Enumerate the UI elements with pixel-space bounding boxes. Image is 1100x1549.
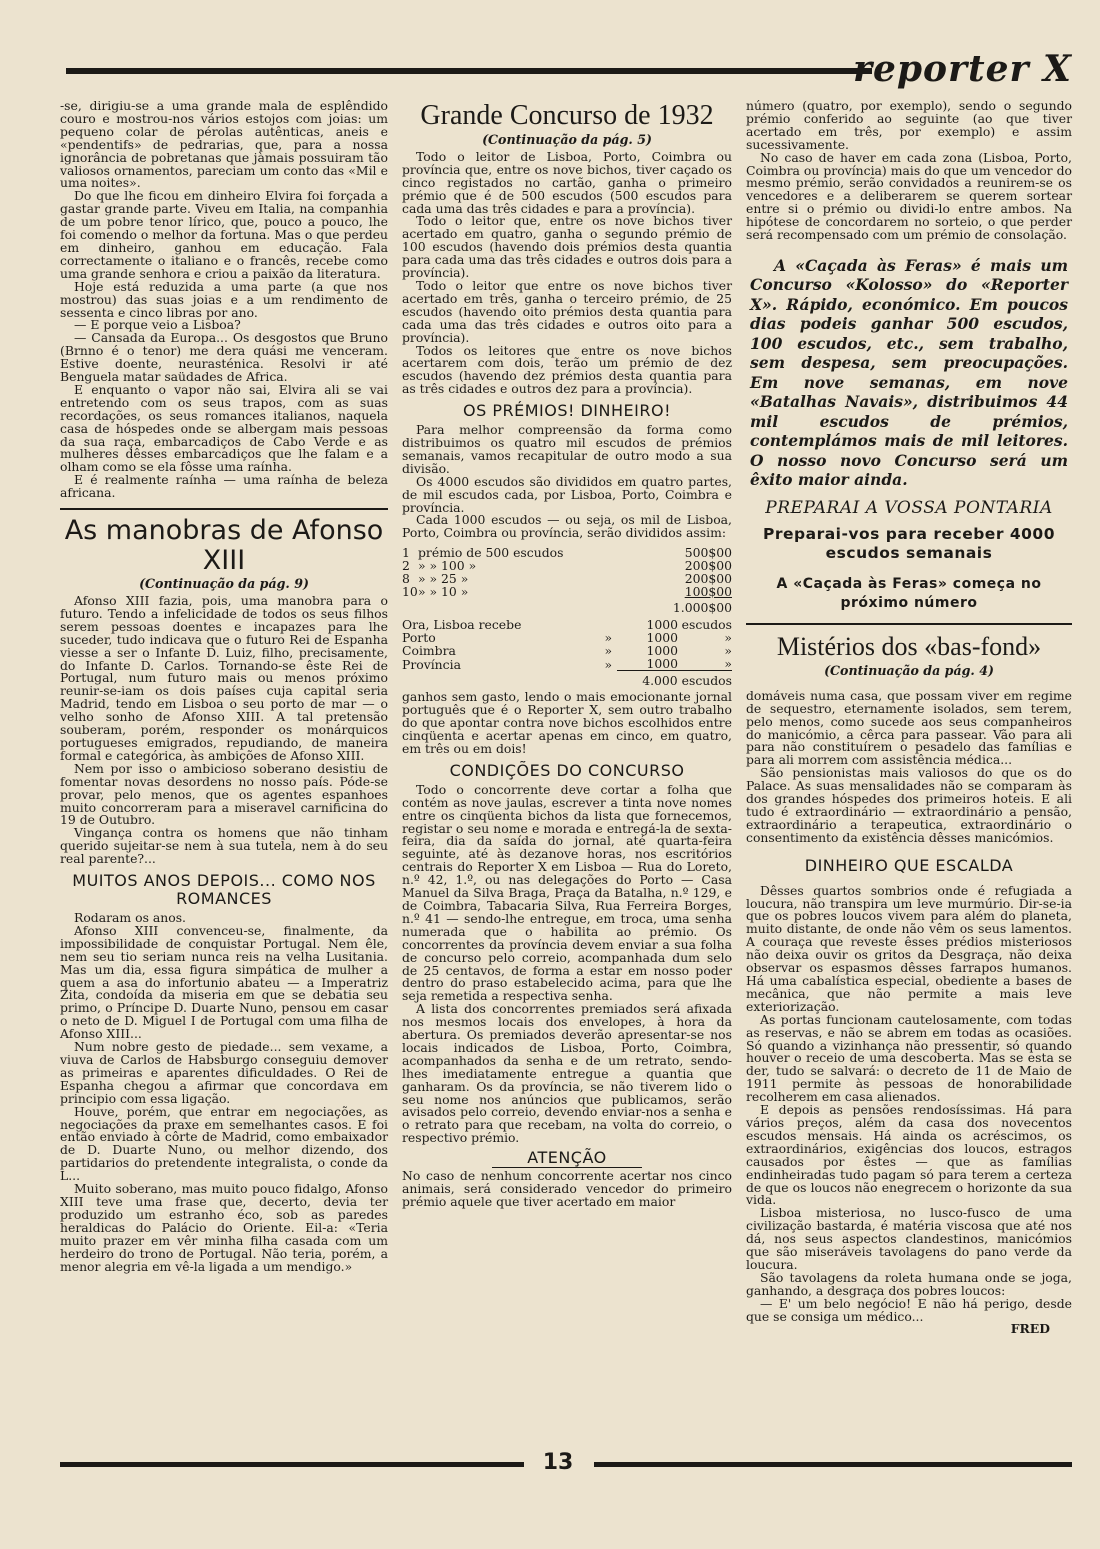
ditto-mark: »: [604, 643, 613, 659]
header-rule: [66, 68, 872, 74]
paragraph: E enquanto o vapor não sai, Elvira ali se vai entretendo com os seus trapos, com as suas recordações, os seus romances italianos, naquela casa de hóspedes onde se albergam mais pessoas da sua raça, embarcadiços de Cabo Verde e as mulheres dêsses embarcadiços que lhe falam e a olham como se ela fôsse uma raínha.: [60, 381, 388, 475]
city-total: 4.000 escudos: [642, 673, 732, 689]
ditto-mark: »: [604, 630, 613, 646]
promo-bold-heading: A «Caçada às Feras» começa no próximo número: [776, 575, 1042, 611]
page-number: 13: [542, 1450, 574, 1475]
paragraph: Afonso XIII fazia, pois, uma manobra para o futuro. Tendo a infelicidade de todos os seus filhos serem pessoas doentes e incapazes para lhe suceder, tudo indicava que o futuro Rei de Espanha viesse a ser o Infante D. Luiz, filho, precisamente, do Infante D. Carlos. Tornando-se êste Rei de Portugal, num futuro mais ou menos próximo reunir-se-iam os dois países cuja capital seria Madrid, tendo em Lisboa o seu porto de mar — o velho sonho de Afonso XIII. A tal pretensão souberam, porém, responder os monárquicos portugueses emigrados, repudiando, de maneira formal e categórica, às ambições de Afonso XIII.: [60, 593, 388, 763]
table-row: [402, 585, 732, 598]
paragraph: Para melhor compreensão da forma como distribuimos os quatro mil escudos de prémios semanais, vamos recapitular de outro modo a sua divisão.: [402, 422, 732, 476]
prize-count: 2: [402, 558, 410, 574]
paragraph: ganhos sem gasto, lendo o mais emocionante jornal português que é o Reporter X, sem outro trabalho do que apontar contra nove bichos escolhidos entre cinqüenta e acertar apenas em cinco, em quatro, em três ou em dois!: [402, 689, 732, 756]
paragraph: A lista dos concorrentes premiados será afixada nos mesmos locais dos envelopes, à hora da abertura. Os premiados deverão apresentar-se nos locais indicados de Lisboa, Porto, Coimbra, acompanhados da senha e de um retrato, sendo-lhes imediatamente entregue a quantia que ganharam. Os da província, se não tiverem lido o seu nome nos anúncios que publicamos, serão avisados pelo correio, devendo enviar-nos a senha e o retrato para que recebam, na volta do correio, o respectivo prémio.: [402, 1001, 732, 1146]
elvira-article: [60, 100, 388, 500]
paragraph: São tavolagens da roleta humana onde se joga, ganhando, a desgraça dos pobres loucos:: [746, 1269, 1072, 1298]
paragraph: Vingança contra os homens que não tinham querido sujeitar-se nem à sua tutela, nem à do seu real parente?...: [60, 825, 388, 867]
paragraph: — E porque veio a Lisboa?: [74, 317, 241, 333]
paragraph: número (quatro, por exemplo), sendo o segundo prémio conferido ao seguinte (ao que tiver acertado em três, por exemplo) e assim sucessivamente.: [746, 98, 1072, 152]
prize-count: 8: [402, 571, 410, 587]
city-unit: escudos: [681, 617, 732, 633]
contest-promo: [750, 256, 1068, 490]
city-unit: »: [678, 657, 732, 671]
city-table: [402, 618, 732, 687]
article-subtitle: (Continuação da pág. 5): [482, 132, 652, 147]
city-unit: »: [724, 630, 732, 646]
paragraph: Os 4000 escudos são divididos em quatro partes, de mil escudos cada, por Lisboa, Porto, Coimbra e província.: [402, 473, 732, 515]
paragraph: E depois as pensões rendosíssimas. Há para vários preços, além da casa dos novecentos escudos mensais. Há ainda os acréscimos, os extraordinários, exigências dos loucos, estragos causados por êstes — que as famílias endinheiradas tudo pagam só para terem a certeza de que os loucos não enegrecem o horizonte da sua vida.: [746, 1102, 1072, 1208]
paragraph: Muito soberano, mas muito pouco fidalgo, Afonso XIII teve uma frase que, decerto, devia ter produzido um estranho éco, sob as paredes heraldicas do Palácio do Oriente. Eil-a: «Teria muito prazer em vêr minha filha casada com um herdeiro do trono de Portugal. Não teria, porém, a menor alegria em vê-la ligada a um mendigo.»: [60, 1181, 388, 1274]
prize-count: 1: [402, 545, 410, 561]
paragraph: As portas funcionam cautelosamente, com todas as reservas, e não se abrem em todas as ocasiões. Só quando a vizinhança não pressentir, só quando houver o receio de uma descoberta. Mas se esta se der, tudo se salvará: o decreto de 11 de Maio de 1911 permite às pessoas de honorabilidade recolherem em casa alienados.: [746, 1011, 1072, 1105]
prize-amount: 500$00: [684, 545, 732, 561]
table-row: [402, 618, 732, 631]
paragraph: No caso de haver em cada zona (Lisboa, Porto, Coimbra ou província) mais do que um vencedor do mesmo prémio, serão convidados a reunirem-se os vencedores e a deliberarem se querem sortear entre si o prémio ou dividi-lo entre ambos. Na hipótese de concordarem no sorteio, o que perder será recompensado com um prémio de consolação.: [746, 149, 1072, 243]
city-name: Ora, Lisboa recebe: [402, 617, 522, 633]
city-name: Coimbra: [402, 643, 456, 659]
article-title: As manobras de Afonso XIII: [64, 515, 384, 577]
prize-total: 1.000$00: [672, 600, 732, 616]
section-heading: OS PRÉMIOS! DINHEIRO!: [463, 401, 671, 421]
paragraph: Lisboa misteriosa, no lusco-fusco de uma civilização bastarda, é matéria viscosa que até nos dá, nos seus aspectos clandestinos, manicómios que são miseráveis tavolagens do pano verde da loucura.: [746, 1205, 1072, 1272]
prize-table: [402, 546, 732, 614]
paragraph: Rodaram os anos.: [74, 910, 186, 926]
masthead: reporter X: [853, 48, 1072, 90]
paragraph: Houve, porém, que entrar em negociações, as negociações da praxe em semelhantes casos. E foi então enviado à côrte de Madrid, como embaixador de D. Duarte Nuno, ou melhor dizendo, dos partidarios do pretendente integralista, o conde da L...: [60, 1103, 388, 1184]
paragraph: Todo o leitor que entre os nove bichos tiver acertado em três, ganha o terceiro prémio, de 25 escudos (havendo oito prémios desta quantia para cada uma das três cidades e outros oito para a província).: [402, 277, 732, 345]
paragraph: Afonso XIII convenceu-se, finalmente, da impossibilidade de conquistar Portugal. Nem êle, nem seu tio seriam nunca reis na velha Lusitania. Mas um dia, essa figura simpática de mulher a quem a asa do infortunio abateu — a Imperatriz Zita, condoída da miseria em que se debatia seu primo, o Príncipe D. Duarte Nuno, pensou em casar o neto de D. Miguel I de Portugal com uma filha de Afonso XIII...: [60, 922, 388, 1042]
prize-label: » » 10 »: [418, 584, 469, 600]
city-unit: »: [724, 643, 732, 659]
paragraph: Cada 1000 escudos — ou seja, os mil de Lisboa, Porto, Coimbra ou província, serão divididos assim:: [402, 512, 732, 541]
footer-rule-left: [60, 1462, 524, 1467]
prize-label: prémio de 500 escudos: [418, 545, 564, 561]
paragraph: Dêsses quartos sombrios onde é refugiada a loucura, não transpira um leve murmúrio. Dir-se-ia que os pobres loucos vivem para além do planeta, muito distante, de onde não vêm os seus lamentos. A couraça que reveste êsses prédios misteriosos não deixa ouvir os gritos da Desgraça, não deixa observar os espasmos dêsses farrapos humanos. Há uma cabalística especial, obediente a bases de mecânica, que não permite a mais leve exteriorização.: [746, 882, 1072, 1014]
table-row: [402, 657, 732, 671]
paragraph: No caso de nenhum concorrente acertar nos cinco animais, será considerado vencedor do primeiro prémio aquele que tiver acertado em maior: [402, 1168, 732, 1209]
paragraph: — E' um belo negócio! E não há perigo, desde que se consiga um médico...: [746, 1295, 1072, 1324]
author-signature: FRED: [1010, 1321, 1050, 1337]
prize-amount: 200$00: [684, 558, 732, 574]
prize-amount: 100$00: [684, 584, 732, 600]
city-name: Porto: [402, 630, 436, 646]
paragraph: Todo o concorrente deve cortar a folha que contém as nove jaulas, escrever a tinta nove nomes entre os cinqüenta bichos da lista que fornecemos, registar o seu nome e morada e entregá-la de sexta-feira, dia da saída do jornal, até quarta-feira seguinte, até às dezanove horas, nos escritórios centrais do Reporter X em Lisboa — Rua do Loreto, n.º 42, 1.º, ou nas delegações do Porto — Casa Manuel da Silva Braga, Praça da Batalha, n.º 129, e de Coimbra, Tabacaria Silva, Rua Ferreira Borges, n.º 41 — sendo-lhe entregue, em troca, uma senha numerada que o habilita ao prémio. Os concorrentes da província devem enviar a sua folha de concurso pelo correio, acompanhada dum selo de 25 centavos, de forma a estar em nosso poder dentro do praso estabelecido acima, para que lhe seja remetida a respectiva senha.: [402, 781, 732, 1004]
column-left: [60, 100, 388, 1273]
table-row: [402, 671, 732, 688]
divider: [746, 623, 1072, 625]
prize-amount: 200$00: [684, 571, 732, 587]
column-right: [746, 100, 1072, 1336]
paragraph: São pensionistas mais valiosos do que os do Palace. As suas mensalidades não se comparam às dos grandes hóspedes dos primeiros hoteis. E ali tudo é extraordinário — extraordinário a pensão, extraordinário a terapeutica, extraordinário o consentimento da existência dêsses manicómios.: [746, 765, 1072, 845]
paragraph: E é realmente raínha — uma raínha de beleza africana.: [60, 472, 388, 501]
section-heading: CONDIÇÕES DO CONCURSO: [449, 760, 685, 780]
paragraph: Todo o leitor de Lisboa, Porto, Coimbra ou província que, entre os nove bichos, tiver caçado os cinco registados no cartão, ganha o primeiro prémio que é de 500 escudos (500 escudos para cada uma das três cidades e para a província).: [402, 148, 732, 216]
section-heading: DINHEIRO QUE ESCALDA: [804, 855, 1014, 875]
footer-rule-right: [594, 1462, 1072, 1467]
section-heading: MUITOS ANOS DEPOIS... COMO NOS ROMANCES: [72, 871, 376, 909]
city-amount: 1000: [617, 657, 678, 671]
table-row: [402, 644, 732, 657]
paragraph: -se, dirigiu-se a uma grande mala de esplêndido couro e mostrou-nos vários estojos com joias: um pequeno colar de pérolas autênticas, aneis e «pendentifs» de pedrarias, que, para a nossa ignorância de pobretanas que jàmais possuiram tão valiosos ornamentos, pareciam um conto das «Mil e uma noites».: [60, 98, 388, 191]
paragraph: Do que lhe ficou em dinheiro Elvira foi forçada a gastar grande parte. Viveu em Italia, na companhia de um pobre tenor lírico, que, pouco a pouco, lhe foi comendo o melhor da fortuna. Mas o que perdeu em dinheiro, ganhou em educação. Fala correctamente o italiano e o francês, recebe como uma grande senhora e criou a paixão da literatura.: [60, 188, 388, 281]
article-title: Mistérios dos «bas-fond»: [776, 631, 1042, 661]
ditto-mark: »: [604, 656, 613, 672]
paragraph: — Cansada da Europa... Os desgostos que Bruno (Brnno é o tenor) me dera quási me venceram. Estive doente, neurasténica. Resolvi ir até Benguela matar saüdades de Africa.: [60, 330, 388, 385]
divider: [60, 508, 388, 510]
paragraph: Hoje está reduzida a uma parte (a que nos mostrou) das suas joias e a um rendimento de sessenta e cinco libras por ano.: [60, 278, 388, 320]
city-amount: 1000: [646, 630, 678, 646]
article-subtitle: (Continuação da pág. 9): [139, 576, 309, 592]
paragraph: Todo o leitor que, entre os nove bichos tiver acertado em quatro, ganha o segundo prémio de 100 escudos (havendo dois prémios desta quantia para cada uma das três cidades e outros dois para a província).: [402, 213, 732, 281]
article-subtitle: (Continuação da pág. 4): [824, 662, 994, 678]
paragraph: domáveis numa casa, que possam viver em regime de sequestro, eternamente isolados, sem terem, pelo menos, como sucede aos seus companheiros do manicómio, a cêrca para passear. Vão para ali para não constituírem o pesadelo das famílias e para ali morrem com assistência médica...: [746, 687, 1072, 768]
city-amount: 1000: [646, 617, 678, 633]
promo-text: A «Caçada às Feras» é mais um Concurso «Kolosso» do «Reporter X». Rápido, económico. Em poucos dias podeis ganhar 500 escudos, 100 escudos, etc., sem trabalho, sem despesa, sem preocupações. Em nove semanas, em nove «Batalhas Navais», distribuimos 44 mil escudos de prémios, contemplámos mais de mil leitores. O nosso novo Concurso será um êxito maior ainda.: [750, 255, 1068, 490]
paragraph: Todos os leitores que entre os nove bichos acertarem com dois, terão um prémio de dez escudos (havendo dez prémios desta quantia para as três cidades e outros dez para a província).: [402, 342, 732, 397]
section-heading: ATENÇÃO: [492, 1149, 642, 1168]
prize-count: 10: [402, 584, 418, 600]
promo-bold-heading: Preparai-vos para receber 4000 escudos semanais: [763, 524, 1055, 562]
city-amount: 1000: [646, 643, 678, 659]
column-middle: [402, 100, 732, 1209]
city-name: Província: [402, 656, 461, 672]
paragraph: Num nobre gesto de piedade... sem vexame, a viuva de Carlos de Habsburgo conseguiu demover as primeiras e aparentes dificuldades. O Rei de Espanha chegou a afirmar que concordava em principio com essa ligação.: [60, 1039, 388, 1106]
promo-heading: PREPARAI A VOSSA PONTARIA: [765, 497, 1053, 518]
article-title: Grande Concurso de 1932: [420, 100, 714, 131]
prize-label: » » 100 »: [418, 558, 477, 574]
prize-label: » » 25 »: [418, 571, 469, 587]
paragraph: Nem por isso o ambicioso soberano desistiu de fomentar novas desordens no nosso país. Póde-se provar, pelo menos, que os agentes espanhoes muito concorreram para a miseravel carnificina do 19 de Outubro.: [60, 760, 388, 828]
table-row: [402, 598, 732, 614]
